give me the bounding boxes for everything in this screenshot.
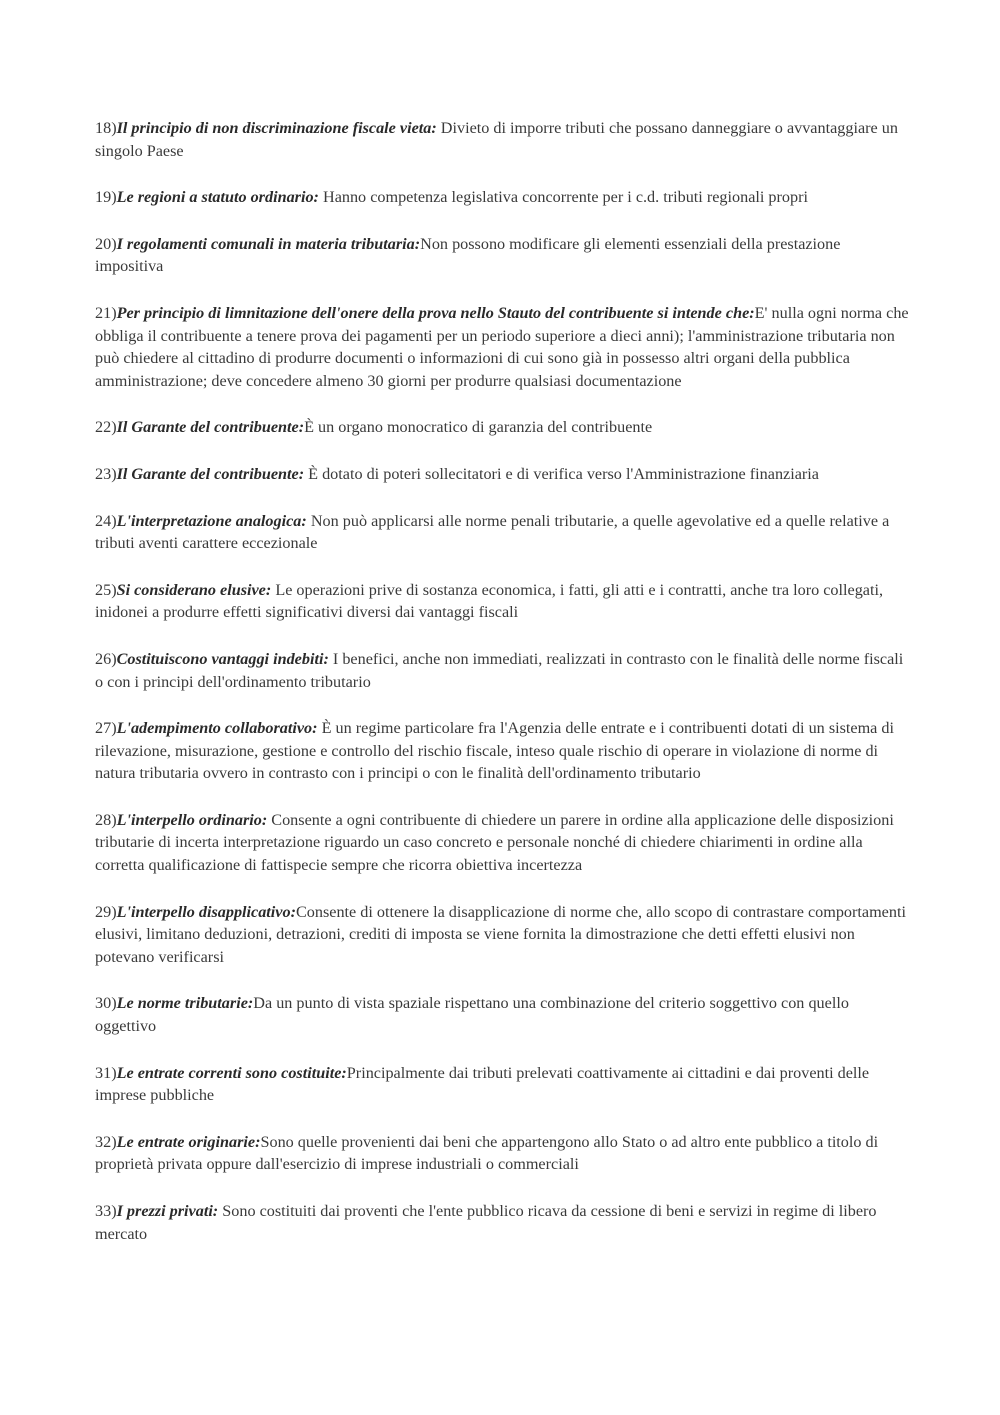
item-question: Il Garante del contribuente:	[116, 464, 305, 483]
item-number: 22)	[95, 418, 117, 437]
item-number: 33)	[95, 1202, 117, 1220]
document-page	[95, 117, 910, 1269]
item-answer: È dotato di poteri sollecitatori e di verifica verso l'Amministrazione finanziaria	[304, 464, 819, 483]
item-question: Le entrate originarie:	[116, 1132, 261, 1151]
item-number: 25)	[95, 580, 117, 599]
question-item-29	[95, 901, 910, 969]
item-question: I prezzi privati:	[116, 1202, 219, 1220]
item-number: 29)	[95, 902, 117, 921]
item-question: L'interpello disapplicativo:	[116, 902, 296, 921]
item-number: 24)	[95, 511, 117, 530]
question-item-24	[95, 510, 910, 555]
item-number: 31)	[95, 1063, 117, 1082]
item-answer: Consente a ogni contribuente di chiedere un parere in ordine alla applicazione delle disposizioni tributarie di incerta interpretazione riguardo un caso concreto e personale nonché di chiedere chiarimenti in ordine alla corretta qualificazione di fattispecie sempre che ricorra obiettiva incertezza	[95, 810, 894, 875]
item-number: 19)	[95, 188, 117, 207]
item-answer: I benefici, anche non immediati, realizzati in contrasto con le finalità delle norme fiscali o con i principi dell'ordinamento tributario	[95, 649, 904, 691]
item-number: 30)	[95, 994, 117, 1013]
item-number: 27)	[95, 719, 117, 738]
item-question: L'interpello ordinario:	[116, 810, 268, 829]
item-number: 20)	[95, 234, 117, 253]
item-number: 32)	[95, 1132, 117, 1151]
item-answer: Sono costituiti dai proventi che l'ente pubblico ricava da cessione di beni e servizi in regime di libero mercato	[95, 1202, 877, 1243]
item-number: 18)	[95, 119, 117, 137]
item-question: Le norme tributarie:	[116, 994, 254, 1013]
item-answer: Sono quelle provenienti dai beni che appartengono allo Stato o ad altro ente pubblico a titolo di proprietà privata oppure dall'esercizio di imprese industriali o commerciali	[95, 1132, 879, 1174]
item-question: Il Garante del contribuente:	[116, 418, 305, 437]
question-item-20	[95, 233, 910, 278]
question-item-27	[95, 717, 910, 785]
item-number: 28)	[95, 810, 117, 829]
item-question: Per principio di limnitazione dell'onere della prova nello Stauto del contribuente si intende che:	[116, 303, 755, 322]
item-question: Si considerano elusive:	[116, 580, 272, 599]
question-item-31	[95, 1062, 910, 1107]
item-answer: Principalmente dai tributi prelevati coattivamente ai cittadini e dai proventi delle imprese pubbliche	[95, 1063, 870, 1105]
item-question: L'adempimento collaborativo:	[116, 719, 318, 738]
item-answer: Le operazioni prive di sostanza economica, i fatti, gli atti e i contratti, anche tra loro collegati, inidonei a produrre effetti significativi diversi dai vantaggi fiscali	[95, 580, 884, 622]
question-item-18	[95, 117, 910, 162]
question-item-22	[95, 416, 910, 439]
item-question: Le regioni a statuto ordinario:	[116, 188, 319, 207]
question-item-32	[95, 1131, 910, 1176]
item-question: Costituiscono vantaggi indebiti:	[116, 649, 329, 668]
item-answer: È un regime particolare fra l'Agenzia delle entrate e i contribuenti dotati di un sistema di rilevazione, misurazione, gestione e controllo del rischio fiscale, inteso quale rischio di operare in violazione di norme di natura tributaria ovvero in contrasto con i principi o con le finalità dell'ordinamento tributario	[95, 719, 895, 783]
item-answer: Non possono modificare gli elementi essenziali della prestazione impositiva	[95, 234, 841, 276]
item-number: 21)	[95, 303, 117, 322]
item-question: I regolamenti comunali in materia tributaria:	[116, 234, 421, 253]
item-number: 23)	[95, 464, 117, 483]
question-item-26	[95, 648, 910, 693]
item-answer: Non può applicarsi alle norme penali tributarie, a quelle agevolative ed a quelle relative a tributi aventi carattere eccezionale	[95, 511, 890, 553]
item-answer: Da un punto di vista spaziale rispettano una combinazione del criterio soggettivo con quello oggettivo	[95, 994, 849, 1036]
question-item-23	[95, 463, 910, 486]
question-item-21	[95, 302, 910, 392]
item-answer: E' nulla ogni norma che obbliga il contribuente a tenere prova dei pagamenti per un periodo superiore a dieci anni); l'amministrazione tributaria non può chiedere al cittadino di produrre documenti o informazioni di cui sono già in possesso altri organi della pubblica amministrazione; deve concedere almeno 30 giorni per produrre qualsiasi documentazione	[95, 303, 909, 390]
question-item-19	[95, 186, 910, 209]
item-answer: Hanno competenza legislativa concorrente per i c.d. tributi regionali propri	[318, 188, 808, 207]
item-question: L'interpretazione analogica:	[116, 511, 307, 530]
item-question: Il principio di non discriminazione fiscale vieta:	[116, 119, 437, 137]
question-item-25	[95, 579, 910, 624]
item-answer: Divieto di imporre tributi che possano danneggiare o avvantaggiare un singolo Paese	[95, 119, 898, 160]
item-answer: È un organo monocratico di garanzia del contribuente	[304, 418, 653, 437]
item-question: Le entrate correnti sono costituite:	[116, 1063, 347, 1082]
item-answer: Consente di ottenere la disapplicazione di norme che, allo scopo di contrastare comportamenti elusivi, limitano deduzioni, detrazioni, crediti di imposta se viene fornita la dimostrazione che detti effetti elusivi non potevano verificarsi	[95, 902, 906, 966]
item-number: 26)	[95, 649, 117, 668]
question-item-28	[95, 809, 910, 877]
question-item-33	[95, 1200, 910, 1245]
question-item-30	[95, 992, 910, 1037]
